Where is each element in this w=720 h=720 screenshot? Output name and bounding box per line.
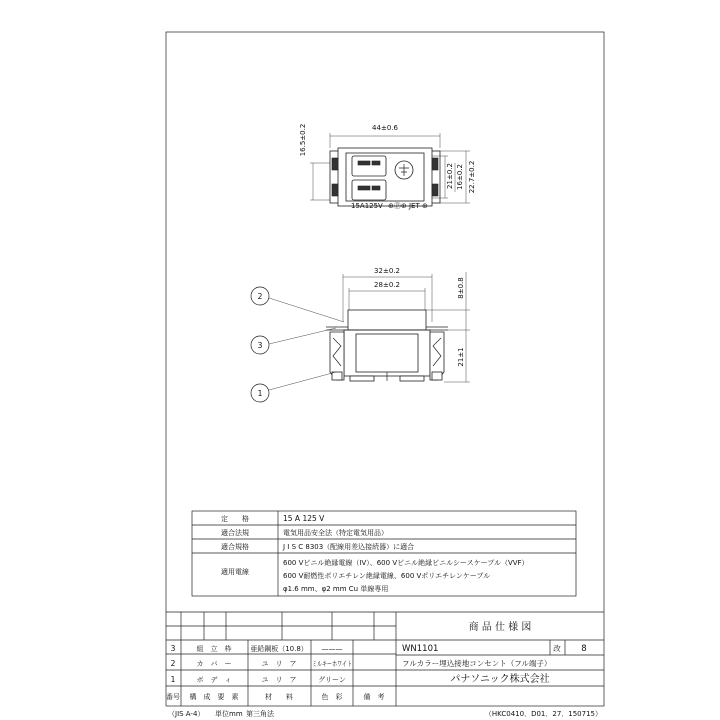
top-view	[299, 124, 476, 210]
part-row-1-color: グリーン	[318, 676, 346, 684]
spec-value-wire-3: φ1.6 mm、φ2 mm Cu 単線専用	[283, 585, 389, 593]
approval-marks: ⊕Ⓟ⊕ JET ⊕	[388, 202, 428, 210]
part-row-1-no: 1	[170, 675, 176, 684]
spec-table	[192, 511, 576, 596]
company-name: パナソニック株式会社	[450, 674, 550, 685]
callout-1: 1	[257, 389, 263, 398]
rating-mark: 15A125V	[351, 202, 383, 210]
dim-top-right-inner: 21±0.2	[446, 163, 454, 189]
spec-label-wire: 適用電線	[221, 568, 249, 576]
part-row-3-color: ———	[321, 645, 343, 653]
dim-side-outer: 32±0.2	[374, 267, 400, 275]
spec-label-rating: 定 格	[221, 515, 249, 523]
side-cover	[348, 310, 426, 330]
product-name: フルカラー埋込接地コンセント（フル端子）	[402, 659, 552, 668]
side-view	[251, 267, 470, 402]
drawing-heading: 商 品 仕 様 図	[468, 622, 532, 633]
dim-top-width: 44±0.6	[372, 124, 398, 132]
part-row-2-color: ミルキーホワイト	[312, 660, 352, 668]
part-row-2-name: カ バ ー	[196, 660, 232, 668]
callout-2: 2	[257, 292, 263, 301]
parts-header-no: 番号	[166, 693, 180, 701]
footer-standard: （JIS A-4）	[168, 710, 205, 718]
footer	[168, 709, 602, 718]
footer-doc-code: （HKC0410．D01．27．150715）	[484, 710, 602, 718]
part-row-3-name: 組 立 枠	[196, 645, 232, 653]
part-row-1-name: ボ デ ィ	[196, 676, 232, 684]
dim-top-height: 16.5±0.2	[299, 123, 307, 157]
callout-3: 3	[257, 341, 263, 350]
spec-value-law: 電気用品安全法（特定電気用品）	[283, 529, 388, 537]
parts-header-color: 色 彩	[321, 693, 343, 701]
spec-label-law: 適合法規	[221, 529, 249, 537]
spec-value-wire-1: 600 Vビニル絶縁電線（IV）、600 Vビニル絶縁ビニルシースケーブル（VVF）	[283, 559, 529, 567]
part-row-2-material: ユ リ ア	[261, 660, 297, 668]
parts-header-name: 構 成 要 素	[189, 693, 239, 701]
part-row-1-material: ユ リ ア	[261, 676, 297, 684]
part-row-3-no: 3	[170, 644, 176, 653]
spec-value-rating: 15 A 125 V	[283, 514, 325, 523]
parts-header-material: 材 料	[265, 693, 293, 701]
part-row-3-material: 亜鉛鋼板（10.8）	[250, 645, 308, 653]
title-block	[166, 612, 604, 706]
footer-unit: 単位mm	[215, 710, 243, 718]
parts-header-note: 備 考	[363, 693, 385, 701]
revision-value: 8	[581, 644, 587, 654]
dim-side-top-height: 8±0.8	[457, 277, 465, 299]
dim-top-right-outer: 22.7±0.2	[468, 160, 476, 194]
part-row-2-no: 2	[170, 659, 176, 668]
spec-value-standard: J I S C 8303（配線用差込接続器）に適合	[283, 543, 415, 551]
spec-value-wire-2: 600 V耐燃性ポリエチレン絶縁電線、600 Vポリエチレンケーブル	[283, 572, 491, 580]
revision-label: 改	[553, 644, 561, 653]
spec-label-standard: 適合規格	[221, 543, 249, 551]
footer-projection: 第三角法	[246, 710, 274, 718]
dim-side-inner: 28±0.2	[374, 281, 400, 289]
model-number: WN1101	[402, 644, 439, 654]
dim-side-bottom-height: 21±1	[457, 347, 465, 367]
dim-top-right-mid: 16±0.2	[456, 164, 464, 190]
